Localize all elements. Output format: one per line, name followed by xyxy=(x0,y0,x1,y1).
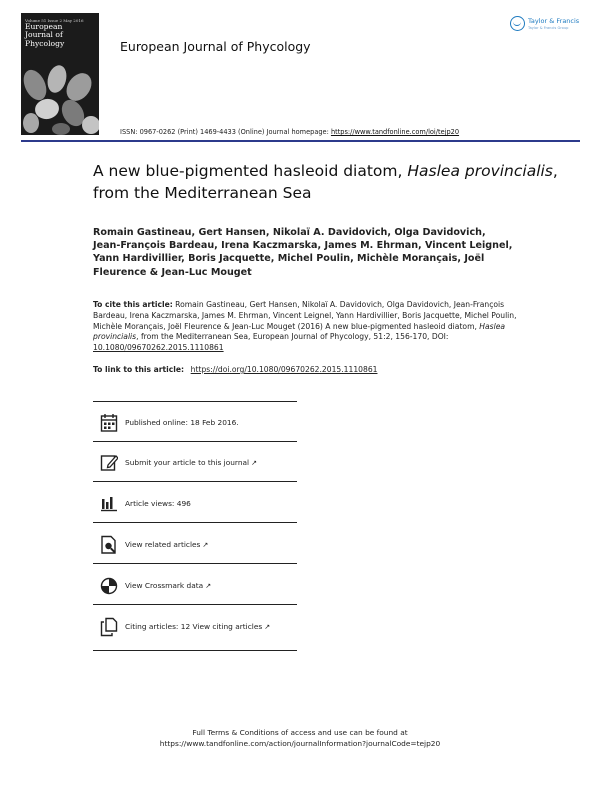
external-link-icon: ↗ xyxy=(202,541,209,549)
article-authors: Romain Gastineau, Gert Hansen, Nikolaï A. Davidovich, Olga Davidovich, Jean-François Bardeau, Irena Kaczmarska, James M. Ehrman, Vincent Leignel, Yann Hardivillier, Boris Jacquette, Michel Poulin, Michèle Morançais, Joël Fleurence & Jean-Luc Mouget xyxy=(93,227,513,278)
external-link-icon: ↗ xyxy=(264,623,271,631)
external-link-icon: ↗ xyxy=(205,582,212,590)
header-divider xyxy=(21,140,580,142)
footer xyxy=(0,727,600,749)
citation-text-1: Romain Gastineau, Gert Hansen, Nikolaï A. Davidovich, Olga Davidovich, Jean-François Bardeau, Irena Kaczmarska, James M. Ehrman, Vincent Leignel, Yann Hardivillier, Boris Jacquette, Michel Poulin, Michèle Morançais, Joël Fleurence & Jean-Luc Mouget (2016) A new blue-pigmented hasleoid diatom, xyxy=(93,300,517,331)
divider xyxy=(93,650,297,651)
submit-article-row[interactable] xyxy=(100,453,300,477)
footer-terms-line: Full Terms & Conditions of access and use can be found at xyxy=(192,728,408,737)
crossmark-icon xyxy=(100,576,118,596)
publisher-logo-icon xyxy=(510,16,525,31)
issn-text: ISSN: 0967-0262 (Print) 1469-4433 (Online) Journal homepage: xyxy=(120,128,331,136)
related-articles-link[interactable] xyxy=(125,540,208,549)
publisher-logo[interactable] xyxy=(510,14,584,36)
calendar-icon xyxy=(100,413,118,433)
article-link-line xyxy=(93,365,533,374)
title-species: Haslea provincialis xyxy=(407,162,553,180)
article-title xyxy=(93,160,563,204)
footer-terms-url[interactable]: https://www.tandfonline.com/action/journalInformation?journalCode=tejp20 xyxy=(159,739,441,748)
citation-species: Haslea provincialis xyxy=(93,321,506,342)
external-link-icon: ↗ xyxy=(251,459,257,467)
citation-label: To cite this article: xyxy=(93,300,173,309)
article-views-row xyxy=(100,494,300,518)
copy-documents-icon xyxy=(100,617,118,637)
publisher-tagline: Taylor & Francis Group xyxy=(528,26,569,30)
publisher-brand: Taylor & Francis xyxy=(528,17,580,25)
published-online-row xyxy=(100,413,300,437)
journal-cover-image[interactable] xyxy=(21,13,99,135)
divider xyxy=(93,481,297,482)
search-document-icon xyxy=(100,535,118,555)
divider xyxy=(93,401,297,402)
cover-small-text: Volume 51 Issue 2 May 2016 xyxy=(25,18,84,23)
crossmark-label: View Crossmark data xyxy=(125,581,204,590)
cover-title xyxy=(25,18,97,48)
cover-diatom-illustration xyxy=(21,65,99,135)
citing-articles-label: Citing articles: 12 View citing articles xyxy=(125,622,263,631)
divider xyxy=(93,604,297,605)
related-articles-label: View related articles xyxy=(125,540,201,549)
article-doi-url[interactable]: https://doi.org/10.1080/09670262.2015.1110861 xyxy=(190,365,378,374)
citation-block xyxy=(93,300,518,354)
citing-articles-link[interactable] xyxy=(125,622,270,631)
issn-line xyxy=(120,128,459,136)
cover-title-line-1: European xyxy=(25,22,63,31)
journal-title[interactable]: European Journal of Phycology xyxy=(120,39,311,54)
published-online-label: Published online: 18 Feb 2016. xyxy=(125,418,239,427)
link-label: To link to this article: xyxy=(93,365,187,374)
crossmark-row[interactable] xyxy=(100,576,300,600)
edit-icon xyxy=(100,453,118,473)
title-part-1: A new blue-pigmented hasleoid diatom, xyxy=(93,162,408,180)
title-part-2: , from the Mediterranean Sea xyxy=(93,162,558,202)
divider xyxy=(93,441,297,442)
submit-article-label: Submit your article to this journal xyxy=(125,458,250,467)
related-articles-row[interactable] xyxy=(100,535,300,559)
cover-title-line-2: Journal of xyxy=(25,30,63,40)
citation-text-2: , from the Mediterranean Sea, European Journal of Phycology, 51:2, 156-170, DOI: xyxy=(136,332,449,342)
bar-chart-icon xyxy=(100,494,118,514)
citation-doi-link[interactable]: 10.1080/09670262.2015.1110861 xyxy=(93,343,224,353)
divider xyxy=(93,563,297,564)
article-views-label: Article views: 496 xyxy=(125,499,191,508)
divider xyxy=(93,522,297,523)
crossmark-link[interactable] xyxy=(125,581,211,590)
citing-articles-row[interactable] xyxy=(100,617,300,641)
submit-article-link[interactable] xyxy=(125,458,257,467)
journal-homepage-link[interactable]: https://www.tandfonline.com/loi/tejp20 xyxy=(330,128,460,136)
cover-title-line-3: Phycology xyxy=(25,38,65,48)
